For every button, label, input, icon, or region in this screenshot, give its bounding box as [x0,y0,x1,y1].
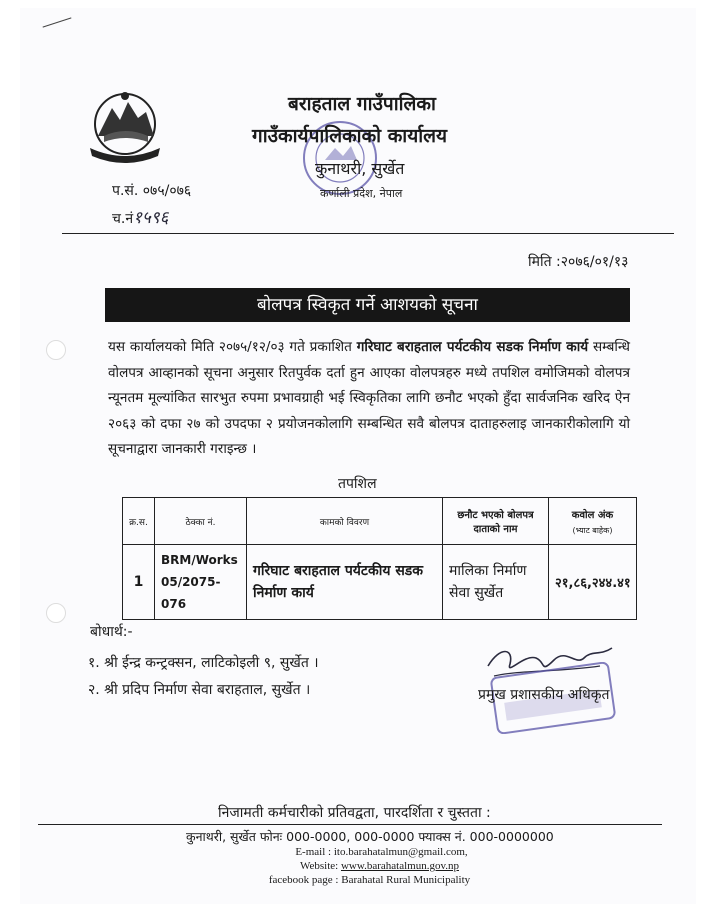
header-amount-note: (भ्याट बाहेक) [572,525,613,535]
punch-hole [46,603,66,623]
facebook-label: facebook page : [268,874,339,886]
header-divider [62,233,674,234]
cell-contract: BRM/Works 05/2075-076 [155,545,247,620]
cc-label: बोधार्थ:- [90,624,133,640]
header-sn: क्र.स. [123,498,155,545]
header-contract: ठेक्का नं. [155,498,247,545]
table-header-row [123,498,637,545]
dispatch-number [112,205,169,228]
notice-date: मिति :२०७६/०१/१३ [528,254,629,270]
email-address: ito.barahatalmun@gmail.com, [333,846,468,858]
website-link[interactable]: www.barahatalmun.gov.np [340,860,459,872]
footer-contact: कुनाथरी, सुर्खेत फोनः 000-0000, 000-0000 फ्याक्स नं. 000-0000000 [186,829,554,844]
punch-hole [46,340,66,360]
footer-email [0,846,703,858]
facebook-page: Barahatal Rural Municipality [341,874,471,886]
footer-facebook [0,874,703,886]
table-row [123,545,637,620]
signatory-title: प्रमुख प्रशासकीय अधिकृत [478,687,610,703]
header-bidder: छनौट भएको बोलपत्र दाताको नाम [443,498,549,545]
reference-number: प.सं. ०७५/०७६ [112,183,192,199]
notice-title-banner: बोलपत्र स्विकृत गर्ने आशयको सूचना [105,288,630,322]
project-name: गरिघाट बराहताल पर्यटकीय सडक निर्माण कार्य [356,339,589,355]
notice-body-intro: यस कार्यालयको मिति २०७५/१२/०३ गते प्रकाशित [108,339,357,355]
dispatch-label: च.नं [112,211,134,227]
notice-body [108,335,630,463]
details-heading: तपशिल [338,476,377,492]
header-amount [549,498,637,545]
website-label: Website: [300,860,339,872]
footer-divider [38,824,662,825]
footer-website [0,860,703,872]
office-name: गाउँकार्यपालिकाको कार्यालय [252,125,448,147]
notice-body-rest: सम्बन्धि वोलपत्र आव्हानको सूचना अनुसार रितपुर्वक दर्ता हुन आएका वोलपत्रहरु मध्ये तपशिल वमोजिमको वोलपत्र न्यूनतम मूल्यांकित सारभुत रुपमा प्रभावग्राही भई स्विकृतिका लागि छनौट भएको हुँदा सार्वजनिक खरिद ऐन २०६३ को दफा २७ को उपदफा २ प्रयोजनकोलागि सम्बन्धित सवै बोलपत्र दाताहरुलाइ जानकारीकोलागि यो सूचनाद्वारा जानकारी गराइन्छ । [108,339,630,457]
dispatch-handwritten-number: १५९६ [133,208,169,228]
office-location: कुनाथरी, सुर्खेत [315,159,405,178]
org-name: बराहताल गाउँपालिका [288,93,436,115]
footer-slogan: निजामती कर्मचारीको प्रतिवद्वता, पारदर्शिता र चुस्तता : [218,805,491,821]
header-work: कामको विवरण [247,498,443,545]
cc-item: २. श्री प्रदिप निर्माण सेवा बराहताल, सुर्खेत । [88,682,311,698]
cell-work: गरिघाट बराहताल पर्यटकीय सडक निर्माण कार्य [247,545,443,620]
header-amount-label: कवोल अंक [571,509,614,521]
selected-bid-table [122,497,637,620]
cc-item: १. श्री ईन्द्र कन्ट्रक्सन, लाटिकोइली ९, सुर्खेत । [88,655,319,671]
cell-amount: २१,८६,२४४.४१ [549,545,637,620]
nepal-emblem-icon [80,86,170,166]
email-label: E-mail : [295,846,332,858]
cell-sn: 1 [123,545,155,620]
cell-bidder: मालिका निर्माण सेवा सुर्खेत [443,545,549,620]
province-name: कर्णाली प्रदेश, नेपाल [320,187,403,200]
